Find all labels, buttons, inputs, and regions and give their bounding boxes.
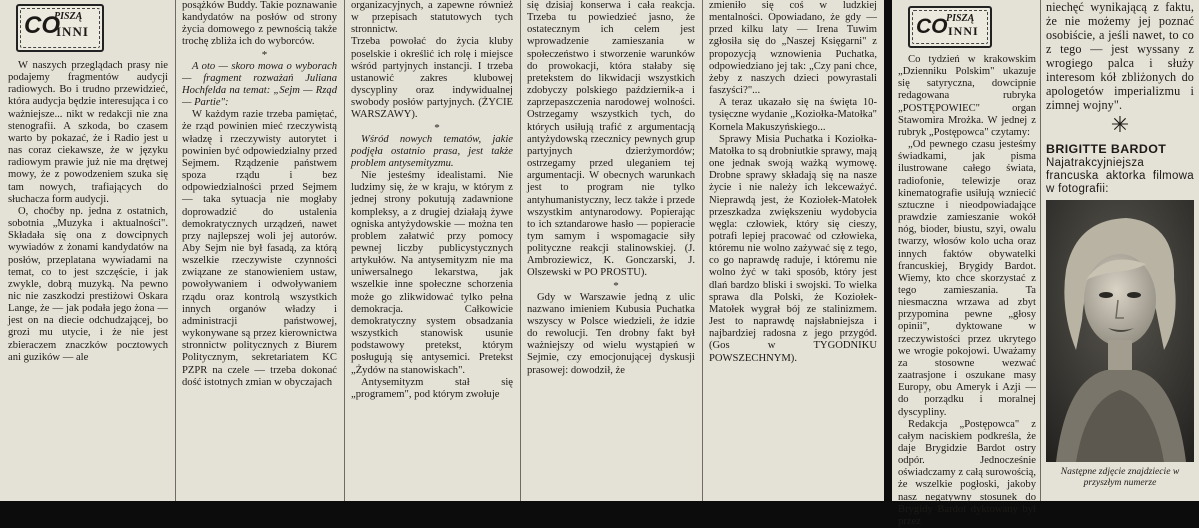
article-paragraph: Redakcja „Postępowca" z całym naciskiem podkreśla, że daje Brygidzie Bardot ostry odpór. Jednocześnie oświadczamy z całą surowością, że wszelkie pogłoski, jakoby nasz negatywny stosunek do Brygidy Bardot dyktowany był przez [898,418,1036,527]
article-paragraph: Antysemityzm stał się „programem", pod którym zwołuje [351,376,513,400]
column-6-text [898,54,1036,528]
bardot-subheading: Najatrakcyjniejsza francuska aktorka filmowa w fotografii: [1046,157,1194,196]
article-paragraph: się dzisiaj konserwa i cała reakcja. Trzeba tu powiedzieć jasno, że ostatecznym ich celem jest wprowadzenie zamieszania w społeczeństwo i stworzenie warunków do prowokacji, która stałaby się pretekstem do likwidacji wszystkich zdobyczy polskiego październik-a i zaprzepaszczenia narodowej wolności. Ostrzegamy wszystkich tych, do których usiłują trafić z argumentacją antyżydowską rzecznicy pewnych grup partyjnych dzierżymordów; ostrzegamy przed uleganiem tej argumentacji. W obecnych warunkach jest to program nie tylko antyhumanistyczny, lecz także i przede wszystkim antynarodowy. Popierając to ich sztandarowe hasło — popieracie tym samym i wspomagacie siły polityczne reakcji stalinowskiej. (J. Ambroziewicz, K. Gonczarski, J. Olszewski w PO PROSTU). [527,0,695,279]
column-7-text [1046,0,1194,112]
column-1-text [8,60,168,364]
column-1 [8,0,168,501]
photo-caption: Następne zdjęcie znajdziecie w przyszłym numerze [1060,466,1180,488]
column-divider [1040,0,1041,501]
article-paragraph: Nie jesteśmy idealistami. Nie ludzimy się, że w kraju, w którym z jednej strony pokutują zadawnione kompleksy, a z drugiej działają żywe ogniska antyżydowskie — można ten problem załatwić przy pomocy pewnej liczby publicystycznych artykułów. Na antysemityzm nie ma uniwersalnego lekarstwa, jak wszelkie inne społeczne schorzenia może go zlikwidować tylko pełna demokracja. Całkowicie demokratyczny system obsadzania wszystkich stanowisk usunie podstawowy pretekst, którym posługują się antysemici. Pretekst „Żydów na stanowiskach". [351,170,513,376]
column-3 [351,0,513,501]
article-paragraph: A teraz ukazało się na święta 10-tysięczne wydanie „Koziołka-Matołka" Kornela Makuszyńskiego... [709,97,877,133]
column-divider [520,0,521,501]
column-4 [527,0,695,501]
bardot-portrait-image [1046,200,1194,462]
bardot-heading: BRIGITTE BARDOT [1046,142,1167,157]
article-paragraph: organizacyjnych, a zapewne również w przepisach statutowych tych stronnictw. [351,0,513,36]
section-star: * [613,279,619,292]
column-divider [702,0,703,501]
article-paragraph: Co tydzień w krakowskim „Dzienniku Polskim" ukazuje się satyryczna, dowcipnie redagowana rubryka „POSTĘPOWIEC" organ Stawomira Mrożka. W jednej z rubryk „Postępowca" czytamy: [898,54,1036,138]
article-paragraph: Gdy w Warszawie jedną z ulic nazwano imieniem Kubusia Puchatka wszyscy w Polsce wiedzieli, że idzie do rewolucji. Ten drobny fakt był ważniejszy od wielu wystąpień w Sejmie, czy emocjonującej dyskusji prasowej: dowodził, że [527,291,695,376]
article-paragraph: W naszych przeglądach prasy nie podajemy fragmentów audycji radiowych. Bo i trudno przewidzieć, która audycja będzie interesująca i co ważniejsze... nikt w redakcji nie zna stenografii. A szkoda, bo czasem warto by pokazać, że i Radio jest u nas coraz ciekawsze, że w języku radiowym prawie już nie ma drętwej mowy, że z powodzeniem szuka się tam nowych, trafiających do słuchacza form audycji. [8,60,168,205]
article-paragraph: Trzeba powołać do życia kluby poselskie i określić ich rolę i miejsce wśród partyjnych instancji. I trzeba ustanowić zakres klubowej dyscypliny oraz indywidualnej swobody posłów partyjnych. (ŻYCIE WARSZAWY). [351,36,513,121]
article-paragraph: niechęć wynikającą z faktu, że nie możemy jej poznać osobiście, a jeśli nawet, to co z tego — jest wyssany z wrogiego palca i służy interesom kół zbliżonych do apologetów imperializmu i zimnej wojny". [1046,0,1194,113]
bardot-photo [1046,200,1194,462]
article-paragraph: posążków Buddy. Takie poznawanie kandydatów na posłów od strony życia domowego z pewnością także trochę zbliża ich do wyborców. [182,0,337,48]
article-paragraph: Wśród nowych tematów, jakie podjęła ostatnio prasa, jest także problem antysemityzmu. [351,133,513,169]
column-6 [898,0,1036,527]
column-2 [182,0,337,501]
article-paragraph: A oto — skoro mowa o wyborach — fragment rozważań Juliana Hochfelda na temat: „Sejm — Rząd — Partie": [182,60,337,109]
section-star: * [434,121,440,134]
co-pisza-inni-logo: CO PISZĄ INNI [908,6,992,48]
article-paragraph: O, choćby np. jedna z ostatnich, sobotnia „Muzyka i aktualności". Składała się ona z dowcipnych wywiadów z żonami kandydatów na posłów, przeplatana wywiadami na temat, co to jest szczęście, i jak zwykle, dobrą muzyką. Na pewno nic nie zaszkodzi prestiżowi Oskara Lange, że — jak podała jego żona — jest on na diecie odchudzającej, bo grozi mu utycie, i że nie jest zbieraczem znaczków pocztowych ani guzików — ale [8,205,168,363]
article-paragraph: zmieniło się coś w ludzkiej mentalności. Opowiadano, że gdy — przed kilku laty — Irena Tuwim zgłosiła się do „Naszej Księgarni" z propozycją wznowienia Puchatka, odpowiedziano jej tak: „Czy pani chce, żeby z naszych dzieci powyrastali faszyści?"... [709,0,877,97]
co-pisza-inni-logo: CO PISZĄ INNI [16,4,104,52]
column-divider [175,0,176,501]
column-divider [344,0,345,501]
article-paragraph: „Od pewnego czasu jesteśmy świadkami, jak pisma ilustrowane całego świata, radiofonie, telewizje oraz kinematografie usiłują wzniecić sztuczne i nieodpowiadające prawdzie zamieszanie wokół nóg, bioder, biustu, szyi, owalu twarzy, włosów kolo ucha oraz innych faktów obywatelki francuskiej, Brygidy Bardot. Wiemy, kto chce skorzystać z tego zamieszania. Ta niesmaczna wrzawa ad zbyt przypomina pewne „głosy opinii", dyktowane w rzeczywistości przez ukrytego we wrogie pokojowi. Uważamy za stosowne wezwać zaatrasjone i oszukane masy Europy, obu Ameryk i Azji — do porządku i moralnej dyscypliny. [898,139,1036,418]
section-star: * [261,48,268,61]
newspaper-page-right [892,0,1199,527]
article-paragraph: Sprawy Misia Puchatka i Koziołka-Matołka to są drobniutkie sprawy, mają one jednak swoją ważką wymowę. Drobne sprawy składają się na nasze życie i nie należy ich lekceważyć. Nieprawdą jest, że Koziołek-Matołek przeszkadza zwiększeniu wydobycia węgla: człowiek, który się cieszy, potrafi lepiej pracować od człowieka, któremu nie wolno zażywać się z tego, co go naprawdę raduje, i któremu nie wolno żyć w taki sposób, który jest dlań bardzo bliski i swojski. To wielka sprawa dla Polski, że Koziołek-Matołek wygrał bój ze stalinizmem. Jest to naprawdę najsłabniejsza i najbardziej radosna z jego przygód. (Gos w TYGODNIKU POWSZECHNYM). [709,133,877,364]
article-paragraph: W każdym razie trzeba pamiętać, że rząd powinien mieć rzeczywistą władzę i rzeczywisty autorytet i powinien być odpowiedzialny przed Sejmem. Rządzenie państwem spoza rządu i bez odpowiedzialności przed Sejmem — taka sytuacja nie mogłaby doprowadzić do ustalenia demokratycznych urządzeń, nawet przy najlepszej woli jej autorów. Aby Sejm nie był fasadą, za którą wszelkie rzeczywiste czynności związane ze stanowieniem ustaw, powoływaniem i odwoływaniem rządu oraz kontrolą wszystkich innych organów władzy i administracji państwowej, wykonywane są przez kierownictwa stronnictw politycznych z Biurem Politycznym, sekretariatem KC PZPR na czele — trzeba dokonać dość istotnych zmian w obyczajach [182,109,337,388]
column-5 [709,0,877,501]
section-star-ornament: ✳ [1110,112,1130,138]
